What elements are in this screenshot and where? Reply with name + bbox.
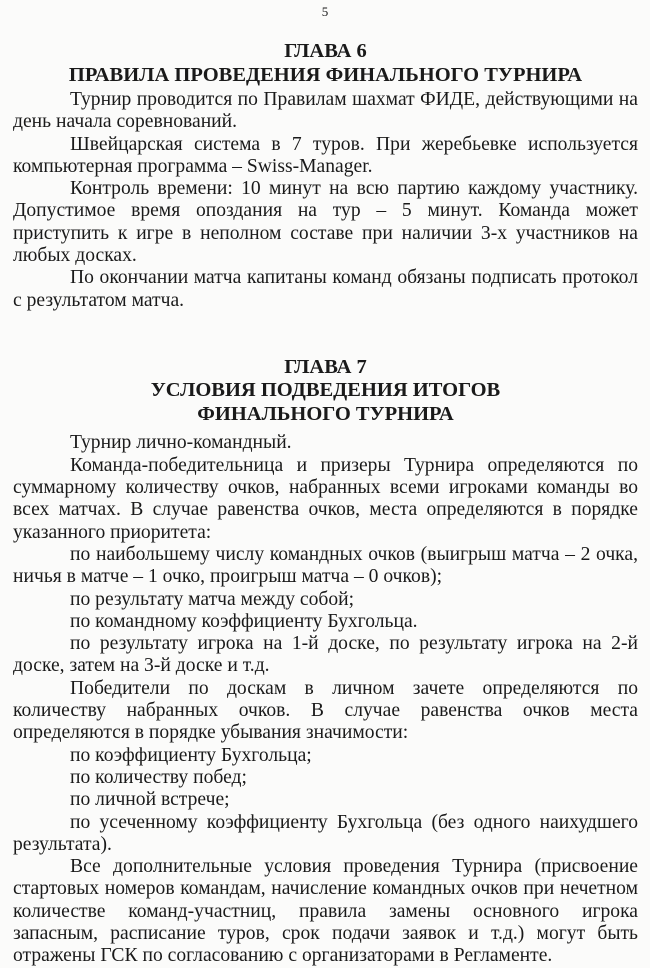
chapter-title-line-1: УСЛОВИЯ ПОДВЕДЕНИЯ ИТОГОВ [150, 379, 501, 402]
list-item: по командному коэффициенту Бухгольца. [70, 610, 418, 632]
chapter-7 [13, 356, 638, 968]
paragraph: Турнир проводится по Правилам шахмат ФИДЕ, действующими на день начала соревнований. [13, 89, 638, 133]
page-content [13, 40, 638, 968]
list-item: по усеченному коэффициенту Бухгольца (без одного наихудшего результата). [13, 811, 638, 855]
list-item: по результату игрока на 1-й доске, по результату игрока на 2-й доске, затем на 3-й доске и т.д. [13, 633, 638, 677]
list-item: по личной встрече; [70, 789, 230, 811]
list-item: по коэффициенту Бухгольца; [70, 744, 312, 766]
list-item: по наибольшему числу командных очков (выигрыш матча – 2 очка, ничья в матче – 1 очко, проигрыш матча – 0 очков); [13, 543, 638, 588]
paragraph: Все дополнительные условия проведения Турнира (присвоение стартовых номеров командам, начисление командных очков при нечетном количестве команд-участниц, правила замены основного игрока запасным, расписание туров, срок подачи заявок и т.д.) могут быть отражены ГСК по согласованию с организаторами в Регламенте. [13, 856, 638, 967]
chapter-title: ПРАВИЛА ПРОВЕДЕНИЯ ФИНАЛЬНОГО ТУРНИРА [68, 63, 583, 86]
list-item: по результату матча между собой; [70, 588, 355, 610]
chapter-title-line-2: ФИНАЛЬНОГО ТУРНИРА [197, 402, 454, 425]
paragraph: Команда-победительница и призеры Турнира определяются по суммарному количеству очков, набранных всеми игроками команды во всех матчах. В случае равенства очков, места определяются в порядке указанного приоритета: [13, 454, 638, 543]
paragraph: По окончании матча капитаны команд обязаны подписать протокол с результатом матча. [13, 267, 638, 311]
chapter-6 [13, 40, 638, 312]
chapter-7-heading [13, 356, 638, 427]
chapter-number: ГЛАВА 6 [284, 40, 367, 62]
paragraph: Швейцарская система в 7 туров. При жеребьевке используется компьютерная программа – Swiss-Manager. [13, 133, 638, 177]
list-item: по количеству побед; [70, 766, 247, 788]
paragraph: Контроль времени: 10 минут на всю партию каждому участнику. Допустимое время опоздания на тур – 5 минут. Команда может приступить к игре в неполном составе при наличии 3-х участников на любых досках. [13, 178, 638, 267]
chapter-number: ГЛАВА 7 [284, 355, 367, 378]
chapter-6-heading [13, 40, 638, 87]
page-number: 5 [321, 4, 329, 19]
paragraph: Турнир лично-командный. [70, 432, 292, 454]
paragraph: Победители по доскам в личном зачете определяются по количеству набранных очков. В случае равенства очков места определяются в порядке убывания значимости: [13, 677, 638, 744]
section-spacer [13, 312, 638, 356]
